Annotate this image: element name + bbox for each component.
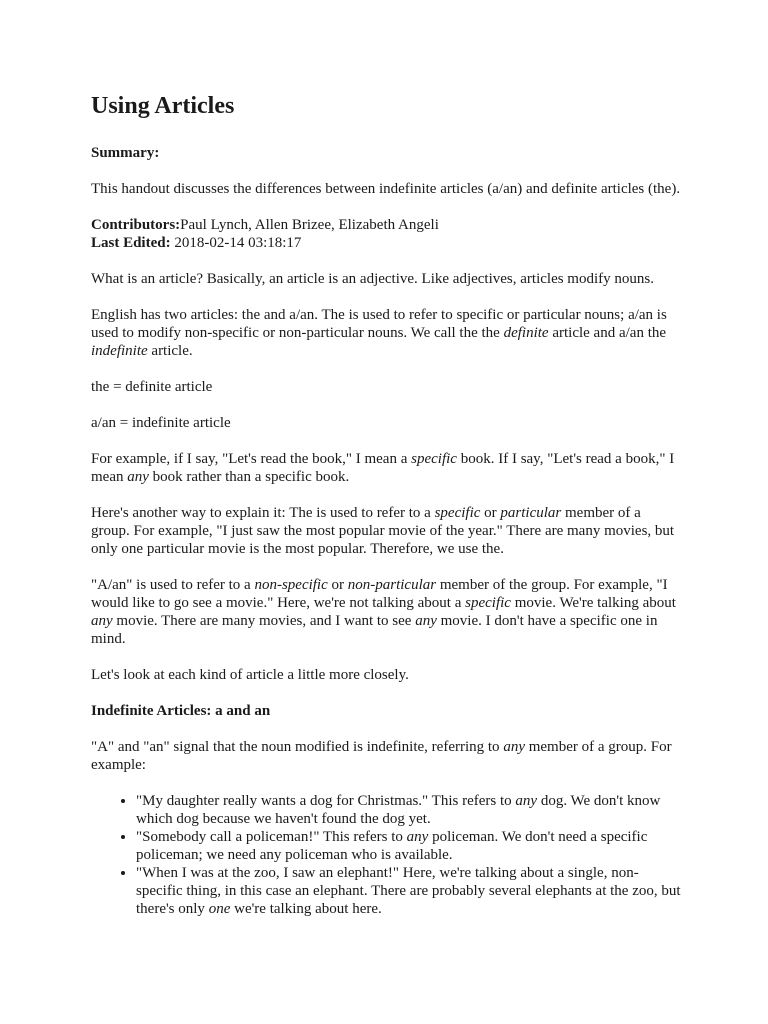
text-run: book. If I say, "Let's read a book," I mean	[91, 451, 675, 485]
text-run: article.	[147, 343, 193, 359]
italic-run: any	[415, 613, 437, 629]
text-run: policeman. We don't need a specific policeman; we need any policeman who is available.	[136, 829, 648, 863]
text-run: member of the group. For example, "I would like to go see a movie." Here, we're not talking about a	[91, 577, 668, 611]
list-item	[136, 828, 681, 864]
the-definition: the = definite article	[91, 379, 213, 395]
meta-block	[91, 216, 681, 252]
italic-run: specific	[465, 595, 511, 611]
intro-paragraph: What is an article? Basically, an article is an adjective. Like adjectives, articles modify nouns.	[91, 271, 654, 287]
text-run: movie. I don't have a specific one in mind.	[91, 613, 658, 647]
aan-definition: a/an = indefinite article	[91, 415, 231, 431]
text-run: dog. We don't know which dog because we haven't found the dog yet.	[136, 793, 661, 827]
example-paragraph	[91, 450, 681, 486]
italic-run: indefinite	[91, 343, 148, 359]
text-run: or	[480, 505, 501, 521]
examples-list	[91, 792, 681, 918]
italic-run: non-specific	[254, 577, 328, 593]
text-run: article and a/an the	[548, 325, 667, 341]
text-run: or	[327, 577, 348, 593]
another-way-paragraph	[91, 504, 681, 558]
italic-run: specific	[434, 505, 481, 521]
italic-run: any	[91, 613, 113, 629]
italic-run: particular	[500, 505, 562, 521]
last-edited-value: 2018-02-14 03:18:17	[170, 235, 302, 251]
italic-run: one	[208, 901, 231, 917]
page-title: Using Articles	[91, 93, 235, 119]
contributors-value: Paul Lynch, Allen Brizee, Elizabeth Angeli	[180, 217, 439, 233]
text-run: "Somebody call a policeman!" This refers to	[136, 829, 407, 845]
italic-run: any	[503, 739, 525, 755]
text-run: movie. We're talking about	[510, 595, 676, 611]
text-run: movie. There are many movies, and I want to see	[112, 613, 416, 629]
list-item	[136, 864, 681, 918]
italic-run: any	[515, 793, 538, 809]
text-run: we're talking about here.	[230, 901, 382, 917]
text-run: member of a group. For example, "I just saw the most popular movie of the year." There are many movies, but only one particular movie is the most popular. Therefore, we use the.	[91, 505, 675, 557]
two-articles-paragraph	[91, 306, 681, 360]
italic-run: specific	[411, 451, 457, 467]
italic-run: any	[127, 469, 149, 485]
list-item	[136, 792, 681, 828]
italic-run: non-particular	[347, 577, 437, 593]
aan-paragraph	[91, 576, 681, 648]
document-page	[91, 90, 681, 918]
contributors-label: Contributors:	[91, 217, 181, 233]
summary-text: This handout discusses the differences between indefinite articles (a/an) and definite articles (the).	[91, 181, 681, 197]
text-run: For example, if I say, "Let's read the book," I mean a	[91, 451, 412, 467]
text-run: "A/an" is used to refer to a	[91, 577, 255, 593]
text-run: "My daughter really wants a dog for Christmas." This refers to	[136, 793, 516, 809]
signal-paragraph	[91, 738, 681, 774]
summary-heading	[91, 144, 681, 162]
italic-run: any	[406, 829, 429, 845]
summary-label: Summary:	[91, 145, 160, 161]
text-run: Here's another way to explain it: The is used to refer to a	[91, 505, 435, 521]
text-run: member of a group. For example:	[91, 739, 672, 773]
indefinite-heading	[91, 702, 681, 720]
italic-run: definite	[503, 325, 549, 341]
text-run: English has two articles: the and a/an. The is used to refer to specific or particular nouns; a/an is used to modify non-specific or non-particular nouns. We call the the	[91, 307, 667, 341]
last-edited-label: Last Edited:	[91, 235, 171, 251]
look-closer-paragraph: Let's look at each kind of article a little more closely.	[91, 667, 409, 683]
text-run: book rather than a specific book.	[148, 469, 350, 485]
text-run: "When I was at the zoo, I saw an elephant!" Here, we're talking about a single, non-specific thing, in this case an elephant. There are probably several elephants at the zoo, but there's only	[136, 865, 681, 917]
text-run: "A" and "an" signal that the noun modified is indefinite, referring to	[91, 739, 504, 755]
indefinite-heading-text: Indefinite Articles: a and an	[91, 703, 271, 719]
